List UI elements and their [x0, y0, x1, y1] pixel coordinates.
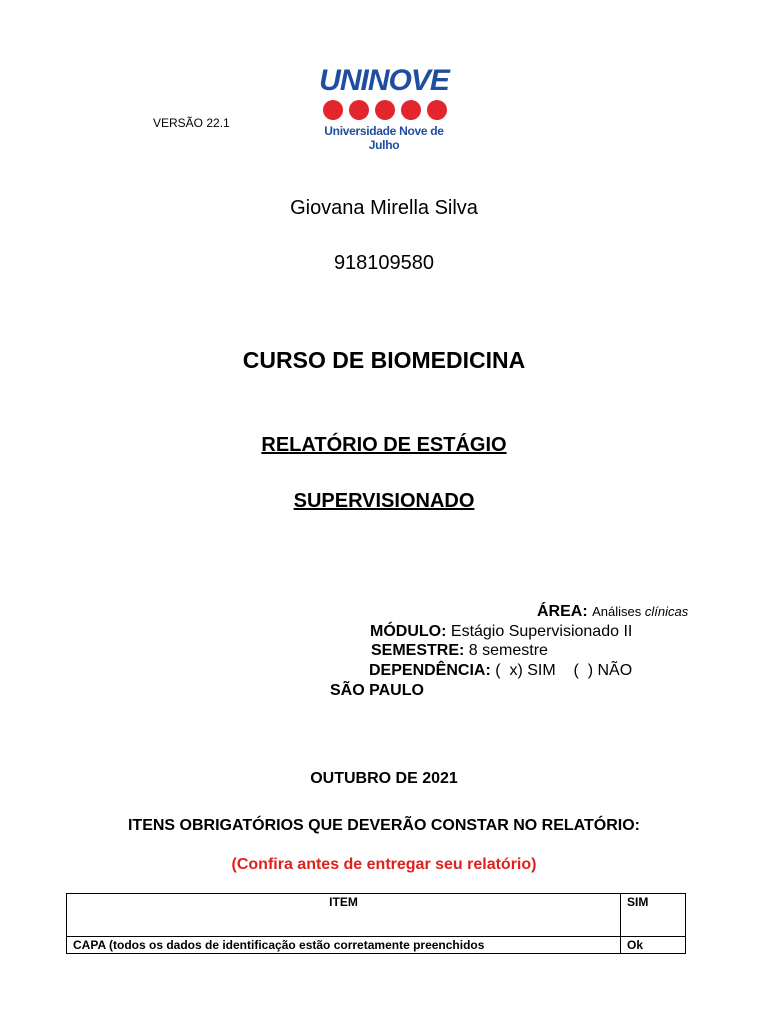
student-name: Giovana Mirella Silva — [290, 197, 478, 219]
table-row — [67, 937, 686, 954]
logo-subtitle: Universidade Nove de Julho — [324, 124, 444, 152]
semestre-value: 8 semestre — [468, 642, 548, 659]
area-label: ÁREA: — [537, 603, 588, 620]
report-title-line2: SUPERVISIONADO — [293, 490, 475, 512]
modulo-value: Estágio Supervisionado II — [450, 623, 633, 640]
course-title: CURSO DE BIOMEDICINA — [242, 347, 526, 373]
checklist-table — [66, 893, 686, 954]
area-line — [537, 603, 688, 621]
semestre-label: SEMESTRE: — [371, 642, 465, 659]
header-item: ITEM — [67, 894, 621, 937]
area-value: Análises clínicas — [592, 604, 689, 619]
items-heading: ITENS OBRIGATÓRIOS QUE DEVERÃO CONSTAR NO RELATÓRIO: — [127, 817, 640, 834]
dependencia-line — [369, 662, 632, 680]
logo-wordmark: UNINOVE — [319, 64, 449, 97]
report-title-line1: RELATÓRIO DE ESTÁGIO — [261, 434, 507, 456]
report-date: OUTUBRO DE 2021 — [310, 770, 458, 787]
semestre-line — [371, 642, 548, 660]
dependencia-value: ( x) SIM ( ) NÃO — [495, 662, 633, 679]
row-item: CAPA (todos os dados de identificação estão corretamente preenchidos — [67, 937, 621, 954]
city-label: SÃO PAULO — [330, 682, 424, 699]
header-sim: SIM — [621, 894, 686, 937]
uninove-logo — [318, 64, 450, 152]
dependencia-label: DEPENDÊNCIA: — [369, 662, 491, 679]
row-sim: Ok — [621, 937, 686, 954]
logo-dots-icon — [322, 99, 450, 121]
version-label: VERSÃO 22.1 — [153, 116, 230, 130]
student-id: 918109580 — [333, 252, 435, 274]
table-header-row — [67, 894, 686, 937]
confira-note: (Confira antes de entregar seu relatório) — [231, 856, 537, 873]
modulo-line — [370, 623, 632, 641]
modulo-label: MÓDULO: — [370, 623, 447, 640]
